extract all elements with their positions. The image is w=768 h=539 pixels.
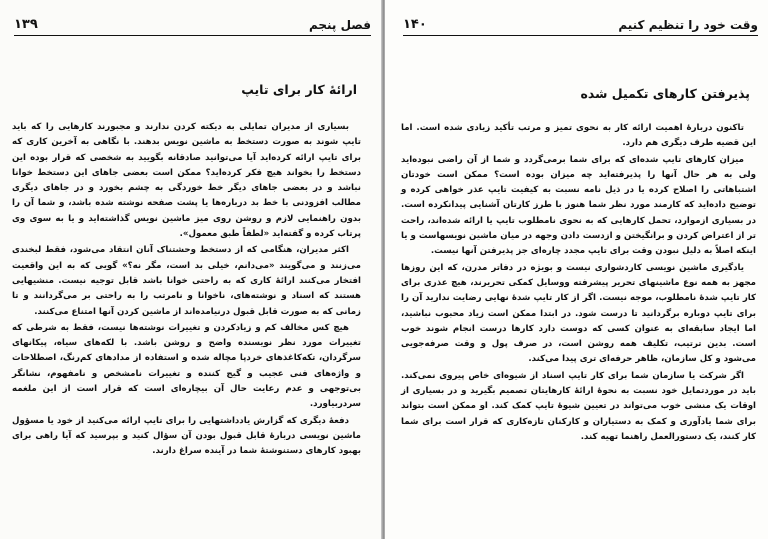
section-title: پذیرفتن کارهای تکمیل شده <box>580 86 750 101</box>
paragraph: اگر شرکت یا سازمان شما برای کار تایپ اسناد از شیوه‌ای خاص پیروی نمی‌کند. باید در موردتمایل خود نسبت به نحوهٔ ارائهٔ کارهایتان تصمیم بگیرید و در بسیاری از اوقات یک منشی خوب می‌تواند در تعیین شیوهٔ تایپ کمک کند. او ممکن است بتواند برای شما یادآوری و کمک به دستیاران و کارکنان تازه‌کاری که قرار است برای شما کار کنند، یک دستورالعمل راهنما تهیه کند. <box>401 370 756 442</box>
paragraph: اکثر مدیران، هنگامی که از دستخط وحشتناک آنان انتقاد می‌شود، فقط لبخندی می‌زنند و می‌گویند «می‌دانم، خیلی بد است، مگر نه؟» گویی که به این واقعیت افتخار می‌کنند ارائهٔ کاری که به راحتی خوانا باشد قابل توجیه نیست. منشیهایی هستند که اسناد و نوشته‌های، ناخوانا و نامرتب را به راحتی بر می‌گردانند و تا زمانی که به صورت قابل قبول درنیامده‌اند از ماشین کردن آنها امتناع می‌کنند. <box>12 245 361 317</box>
body-text <box>401 121 756 446</box>
paragraph: یادگیری ماشین نویسی کاردشواری نیست و بویژه در دفاتر مدرن، که این روزها مجهز به همه نوع ماشینهای تحریر پیشرفته ووسایل کمکی تحریرند، هیچ عذری برای کار تایپ شدهٔ نامطلوب، موجه نیست. اگر از کار تایپ شدهٔ نهایی رضایت ندارید آن را برای تایپ دوباره برگردانید تا درست شود. در ابتدا ممکن است زیاد محبوب نباشید، اما ایجاد سابقه‌ای به عنوان کسی که دوست دارد کارها درست انجام شوند خوب است. بدین ترتیب، تکلیف همه روشن است، در صرف پول و وقت صرفه‌جویی می‌شود و کل سازمان، ظاهر حرفه‌ای تری پیدا می‌کند. <box>401 262 756 365</box>
right-page <box>385 0 768 539</box>
chapter-title: فصل پنجم <box>308 18 371 32</box>
left-page-header <box>14 12 371 36</box>
body-text <box>12 120 361 461</box>
section-title: ارائهٔ کار برای تایپ <box>241 82 357 97</box>
paragraph: بسیاری از مدیران تمایلی به دیکته کردن ندارند و مجبورند کارهایی را که باید تایپ شوند به صورت دستخط به ماشین نویس بدهند. با نگاهی به آخرین کاری که برای تایپ ارائه کرده‌اید آیا می‌توانید صادقانه بگویید به شخصی که قرار بوده این دستخط را بخواند هیچ فکر کرده‌اید؟ ممکن است بعضی جاهای این دستخط خوانا نباشد و در بعضی جاهای دیگر خط خوردگی به چشم بخورد و در جاهای دیگری مطالب افزودنی با خط بد درباره‌ها یا پشت صفحه نوشته شده باشد، و شما آن را بدون راهنمایی لازم و روشن روی میز ماشین نویس گذاشته‌اید و یا به سوی وی پرتاب کرده و گفته‌اید «لطفاً طبق معمول». <box>12 122 361 240</box>
paragraph: هیچ کس مخالف کم و زیادکردن و تغییرات نوشته‌ها نیست، فقط به شرطی که تغییرات مورد نظر نویسنده واضح و روشن باشد. با لکه‌های سیاه، پیکانهای سرگردان، تکه‌کاغذهای خردپا مچاله شده و استفاده از مدادهای کم‌رنگ، اصطلاحات و واژه‌های فنی عجیب و گیج کننده و تغییرات نامشخص و نامفهوم، نشانگر بی‌توجهی و عدم رعایت حال آن بیچاره‌ای است که قرار است از این ملغمه سردربیاورد. <box>12 322 361 410</box>
paragraph: تاکنون دربارهٔ اهمیت ارائه کار به نحوی تمیز و مرتب تأکید زیادی شده است. اما این قضیه طرف دیگری هم دارد. <box>401 123 756 149</box>
right-page-header <box>403 12 758 36</box>
page-number: ۱۳۹ <box>14 17 38 32</box>
paragraph: میزان کارهای تایپ شده‌ای که برای شما برمی‌گردد و شما از آن راضی نبوده‌اید ولی به هر حال آنها را پذیرفته‌اید چه میزان بوده است؟ ممکن است خودتان اشتباهاتی را اصلاح کرده یا در ذیل نامه نسبت به کیفیت تایپ عذر خواهی کرده و توضیح داده‌اید که کارمند مورد نظر شما هنوز با طرز کارتان آشنایی پیدانکرده است. در بسیاری ازموارد، تحمل کارهایی که به نحوی نامطلوب تایپ یا ارائه شده‌اند، راحت تر از اعتراض کردن و برانگیختن و ازدست دادن وجهه در میان ماشین نویسهاست و یا اینکه اصلاً به دلیل نبودن وقت برای تایپ مجدد چاره‌ای جز پذیرفتن آنها نیست. <box>401 154 756 257</box>
paragraph: دفعهٔ دیگری که گزارش یادداشتهایی را برای تایپ ارائه می‌کنید از خود یا مسؤول ماشین نویسی دربارهٔ قابل قبول بودن آن سؤال کنید و بپرسید که آیا راهی برای بهبود کارهای دستنوشتهٔ شما در آینده سراغ دارند. <box>12 415 361 457</box>
left-page <box>0 0 383 539</box>
page-number: ۱۴۰ <box>403 17 427 32</box>
book-title: وقت خود را تنظیم کنیم <box>618 18 758 32</box>
